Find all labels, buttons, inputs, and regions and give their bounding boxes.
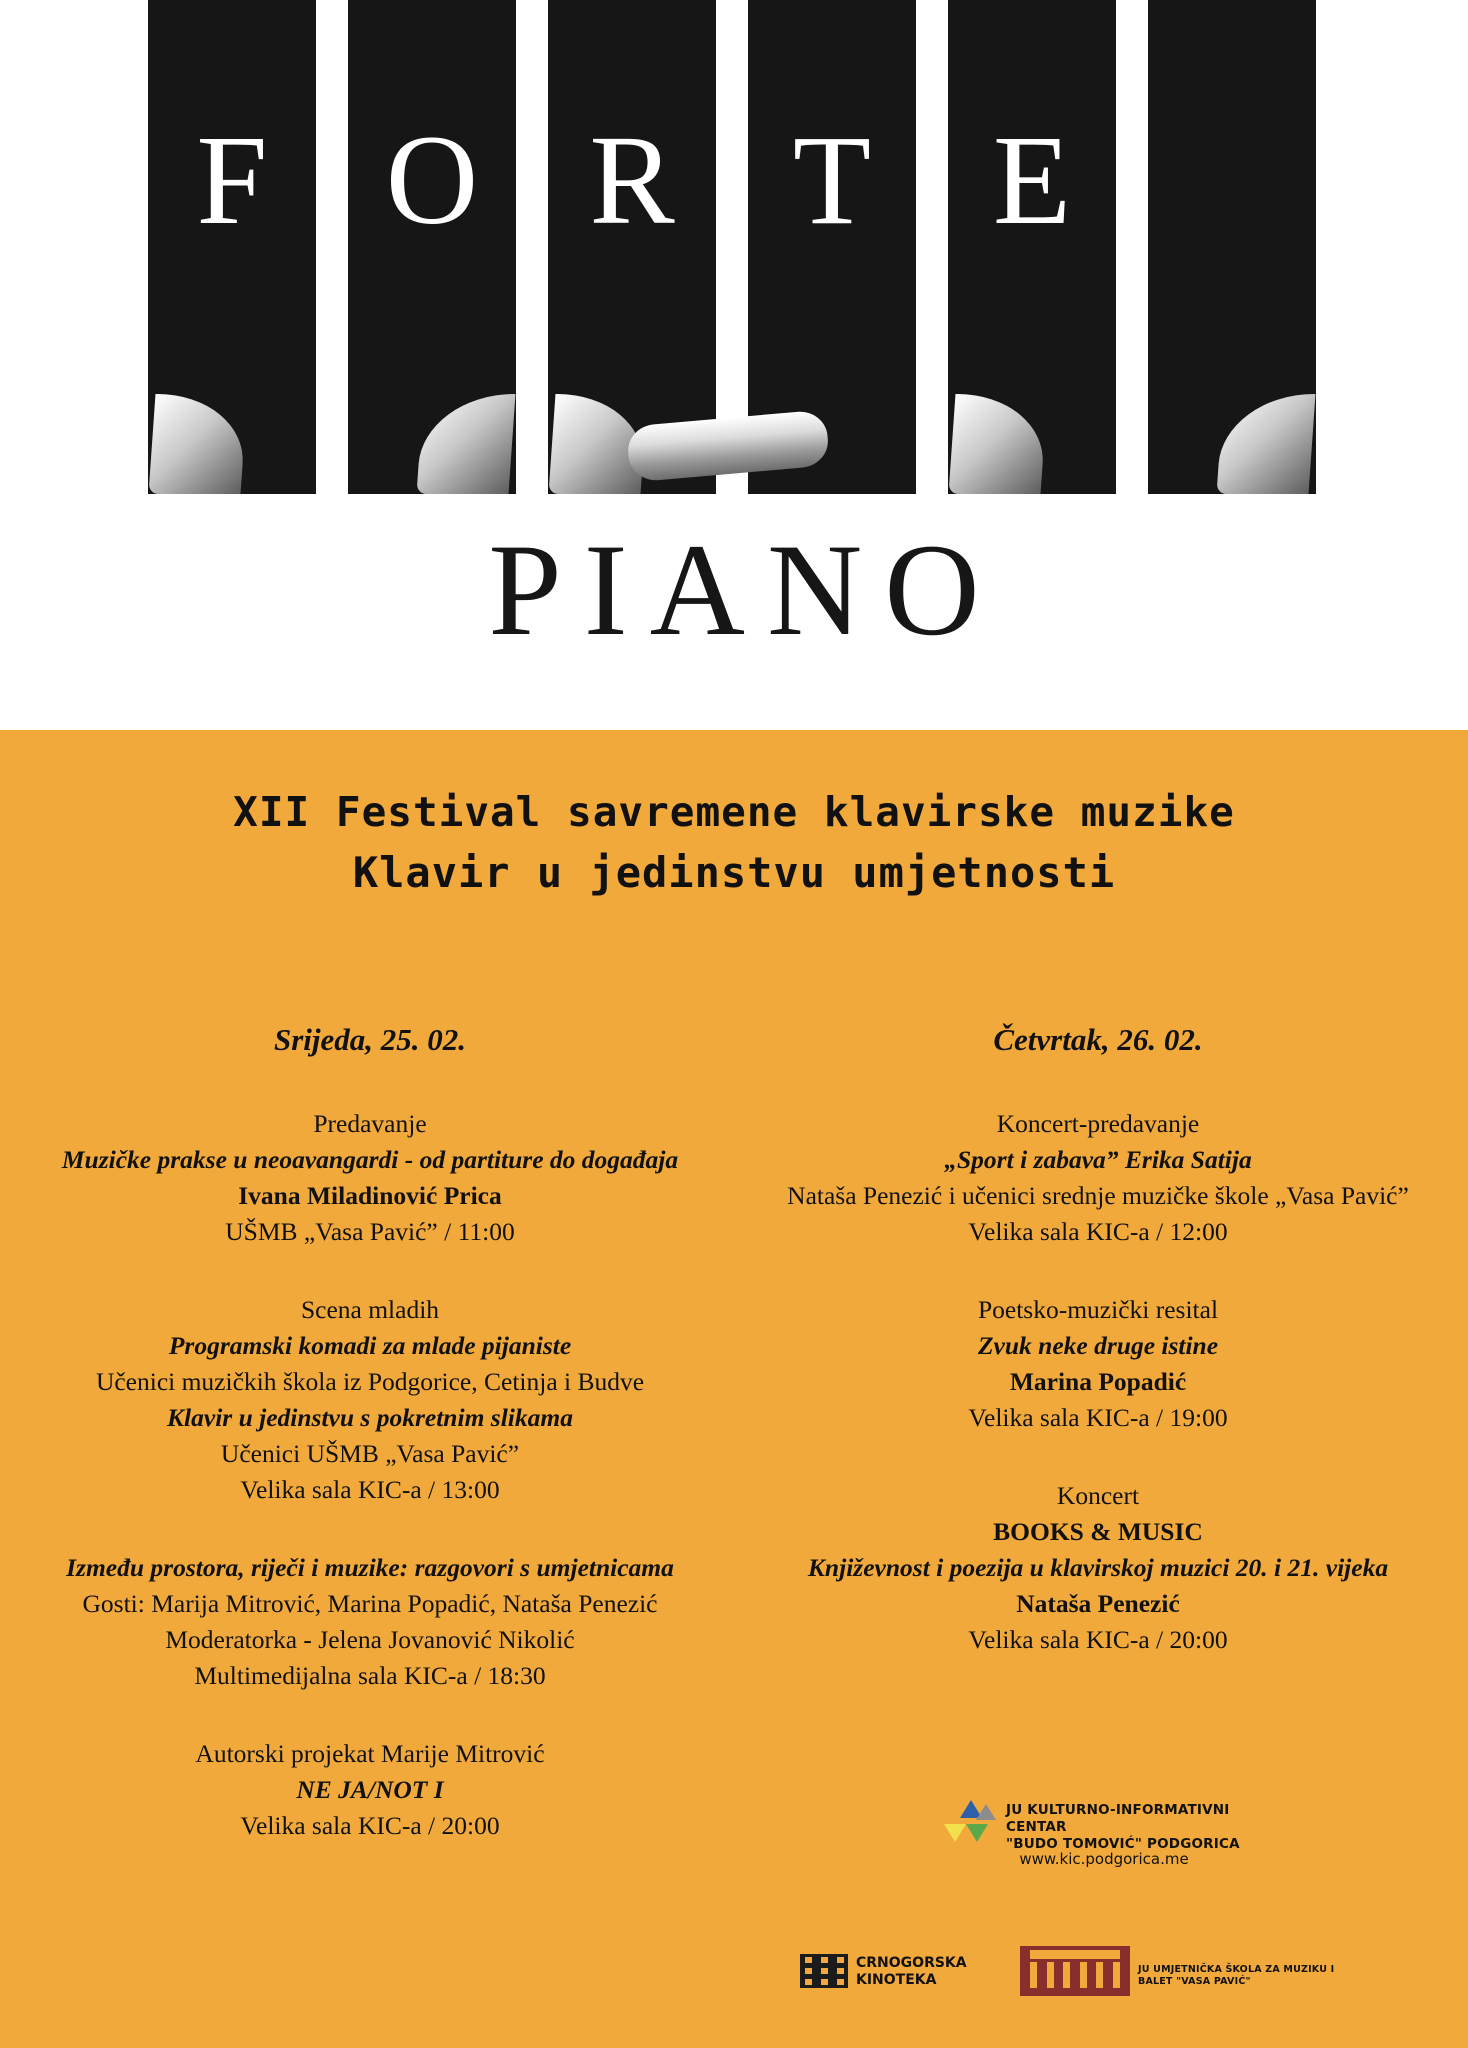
triangle-yellow-icon [944, 1824, 966, 1842]
event-line: Predavanje [313, 1109, 427, 1138]
logo-letter-e: E [992, 109, 1072, 251]
event-line: Scena mladih [300, 1295, 440, 1324]
event-line: Marina Popadić [1009, 1367, 1187, 1396]
skola-logo [1020, 1946, 1350, 1998]
kic-website-url[interactable]: www.kic.podgorica.me [1019, 1850, 1189, 1868]
triangle-green-icon [966, 1824, 988, 1842]
program-event [20, 1292, 720, 1508]
page-curl-icon [1217, 394, 1316, 494]
kinoteka-logo-text [856, 1955, 967, 1989]
logo-word-piano: PIANO [488, 516, 1002, 663]
event-line: „Sport i zabava” Erika Satija [944, 1145, 1252, 1174]
program-event [20, 1736, 720, 1844]
program-event [20, 1106, 720, 1250]
logo-area [0, 0, 1468, 730]
piano-key-2 [348, 0, 516, 494]
kinoteka-line-2: KINOTEKA [856, 1972, 937, 1988]
program-event [748, 1292, 1448, 1436]
event-line: Zvuk neke druge istine [977, 1331, 1219, 1360]
piano-keys-graphic [148, 0, 1338, 506]
event-line: Klavir u jedinstvu s pokretnim slikama [167, 1403, 573, 1432]
event-line: Učenici UŠMB „Vasa Pavić” [220, 1439, 520, 1468]
kic-logo-text [1006, 1802, 1246, 1853]
piano-key-5 [948, 0, 1116, 494]
event-line: Velika sala KIC-a / 20:00 [240, 1811, 500, 1840]
event-line: Učenici muzičkih škola iz Podgorice, Cetinja i Budve [95, 1367, 645, 1396]
festival-title: XII Festival savremene klavirske muzike [233, 788, 1235, 836]
triangle-grey-icon [976, 1804, 996, 1820]
day-heading: Četvrtak, 26. 02. [993, 1022, 1203, 1057]
film-strip-icon [800, 1954, 848, 1988]
page-curl-icon [149, 394, 248, 494]
festival-subtitle: Klavir u jedinstvu umjetnosti [352, 848, 1116, 897]
event-line: UŠMB „Vasa Pavić” / 11:00 [225, 1217, 515, 1246]
piano-key-6 [1148, 0, 1316, 494]
event-line: Programski komadi za mlade pijaniste [168, 1331, 572, 1360]
skola-logo-text: JU UMJETNIČKA ŠKOLA ZA MUZIKU I BALET "VASA PAVIĆ" [1138, 1964, 1335, 1987]
kinoteka-logo [800, 1948, 980, 1996]
kic-line-2: "BUDO TOMOVIĆ" PODGORICA [1006, 1836, 1240, 1852]
program-event [20, 1550, 720, 1694]
kinoteka-line-1: CRNOGORSKA [856, 1955, 967, 1971]
event-line: Velika sala KIC-a / 19:00 [968, 1403, 1228, 1432]
logo-letter-t: T [792, 109, 872, 251]
event-line: Velika sala KIC-a / 13:00 [240, 1475, 500, 1504]
building-icon [1020, 1946, 1130, 1996]
program-day-wednesday [20, 1020, 720, 1886]
logo-letter-f: F [196, 109, 268, 251]
event-line: Gosti: Marija Mitrović, Marina Popadić, Nataša Penezić [82, 1589, 658, 1618]
event-line: NE JA/NOT I [296, 1775, 444, 1804]
event-line: Muzičke prakse u neoavangardi - od partiture do događaja [61, 1145, 679, 1174]
day-heading: Srijeda, 25. 02. [273, 1022, 467, 1057]
event-line: Velika sala KIC-a / 20:00 [968, 1625, 1228, 1654]
program-day-thursday [748, 1020, 1448, 1700]
event-line: Koncert-predavanje [996, 1109, 1200, 1138]
kic-line-1: JU KULTURNO-INFORMATIVNI CENTAR [1006, 1802, 1230, 1835]
piano-key-1 [148, 0, 316, 494]
page-curl-icon [417, 394, 516, 494]
program-event [748, 1106, 1448, 1250]
event-line: BOOKS & MUSIC [993, 1517, 1203, 1546]
event-line: Moderatorka - Jelena Jovanović Nikolić [165, 1625, 575, 1654]
program-panel [0, 730, 1468, 2048]
event-line: Književnost i poezija u klavirskoj muzici 20. i 21. vijeka [807, 1553, 1389, 1582]
piano-key-3 [548, 0, 716, 494]
event-line: Nataša Penezić [1016, 1589, 1180, 1618]
event-line: Ivana Miladinović Prica [238, 1181, 502, 1210]
kic-logo [940, 1800, 1240, 1880]
event-line: Nataša Penezić i učenici srednje muzičke škole „Vasa Pavić” [787, 1181, 1409, 1210]
logo-letter-o: O [385, 109, 479, 251]
event-line: Koncert [1056, 1481, 1140, 1510]
event-line: Velika sala KIC-a / 12:00 [968, 1217, 1228, 1246]
logo-letter-r: R [589, 109, 675, 251]
page-curl-icon [949, 394, 1048, 494]
event-line: Multimedijalna sala KIC-a / 18:30 [194, 1661, 546, 1690]
event-line: Poetsko-muzički resital [977, 1295, 1219, 1324]
program-event [748, 1478, 1448, 1658]
kic-triangles-icon [940, 1800, 1000, 1846]
event-line: Između prostora, riječi i muzike: razgovori s umjetnicama [66, 1553, 674, 1582]
event-line: Autorski projekat Marije Mitrović [195, 1739, 545, 1768]
